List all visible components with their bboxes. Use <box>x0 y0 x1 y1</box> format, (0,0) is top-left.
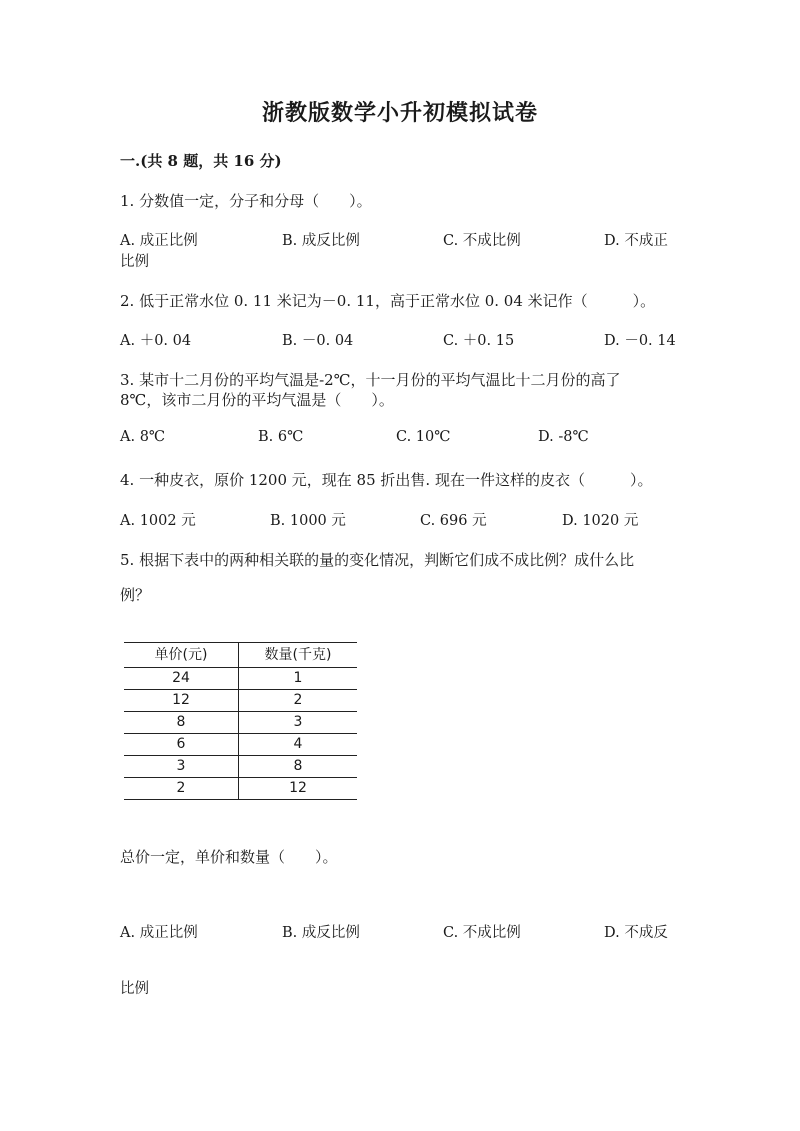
question-5-text-line-2: 例？ <box>120 586 151 604</box>
page-title: 浙教版数学小升初模拟试卷 <box>261 100 538 126</box>
table-cell-unit-price: 12 <box>124 690 239 712</box>
question-1-option-b: B. 成反比例 <box>282 233 360 249</box>
question-2-text: 2. 低于正常水位 0. 11 米记为－0. 11，高于正常水位 0. 04 米记作（ ）。 <box>120 292 656 310</box>
question-5-option-a: A. 成正比例 <box>120 925 198 941</box>
question-4-option-c: C. 696 元 <box>420 513 487 529</box>
question-3-text-line-1: 3. 某市十二月份的平均气温是-2℃，十一月份的平均气温比十二月份的高了 <box>120 371 621 389</box>
question-3-text-line-2: 8℃，该市二月份的平均气温是（ ）。 <box>120 391 394 409</box>
question-5-option-c: C. 不成比例 <box>443 925 521 941</box>
question-2-option-a: A. ＋0. 04 <box>120 333 192 349</box>
question-4-option-b: B. 1000 元 <box>270 513 346 529</box>
table-row <box>124 778 357 800</box>
table-cell-quantity: 4 <box>239 734 358 756</box>
question-5-option-d-overflow: 比例 <box>120 981 149 997</box>
table-cell-quantity: 3 <box>239 712 358 734</box>
question-3-option-b: B. 6℃ <box>258 429 304 445</box>
table-cell-quantity: 2 <box>239 690 358 712</box>
question-1-option-c: C. 不成比例 <box>443 233 521 249</box>
question-4-option-d: D. 1020 元 <box>562 513 639 529</box>
question-4-option-a: A. 1002 元 <box>120 513 196 529</box>
table-row <box>124 668 357 690</box>
question-3-option-d: D. -8℃ <box>538 429 589 445</box>
question-2-option-c: C. ＋0. 15 <box>443 333 515 349</box>
question-5-option-d: D. 不成反 <box>604 925 668 941</box>
question-3-option-a: A. 8℃ <box>120 429 166 445</box>
table-cell-quantity: 8 <box>239 756 358 778</box>
table-row <box>124 734 357 756</box>
table-cell-unit-price: 24 <box>124 668 239 690</box>
table-header-quantity: 数量(千克) <box>239 643 358 668</box>
question-5-option-b: B. 成反比例 <box>282 925 360 941</box>
question-5-prompt: 总价一定，单价和数量（ ）。 <box>120 848 338 866</box>
table-row <box>124 712 357 734</box>
table-cell-quantity: 12 <box>239 778 358 800</box>
section-heading: 一.(共 8 题，共 16 分) <box>120 152 282 170</box>
question-4-text: 4. 一种皮衣，原价 1200 元，现在 85 折出售. 现在一件这样的皮衣（ ）。 <box>120 471 653 489</box>
question-1-option-d: D. 不成正 <box>604 233 668 249</box>
table-row <box>124 756 357 778</box>
table-row <box>124 690 357 712</box>
question-5-text-line-1: 5. 根据下表中的两种相关联的量的变化情况，判断它们成不成比例？成什么比 <box>120 551 635 569</box>
price-quantity-table <box>124 642 357 800</box>
table-header-row <box>124 643 357 668</box>
question-2-option-b: B. －0. 04 <box>282 333 354 349</box>
question-1-text: 1. 分数值一定，分子和分母（ ）。 <box>120 192 372 210</box>
question-2-option-d: D. －0. 14 <box>604 333 676 349</box>
question-1-option-a: A. 成正比例 <box>120 233 198 249</box>
table-cell-unit-price: 6 <box>124 734 239 756</box>
table-cell-quantity: 1 <box>239 668 358 690</box>
table-cell-unit-price: 3 <box>124 756 239 778</box>
question-3-option-c: C. 10℃ <box>396 429 451 445</box>
table-cell-unit-price: 2 <box>124 778 239 800</box>
table-header-unit-price: 单价(元) <box>124 643 239 668</box>
table-cell-unit-price: 8 <box>124 712 239 734</box>
question-1-option-d-overflow: 比例 <box>120 254 149 270</box>
